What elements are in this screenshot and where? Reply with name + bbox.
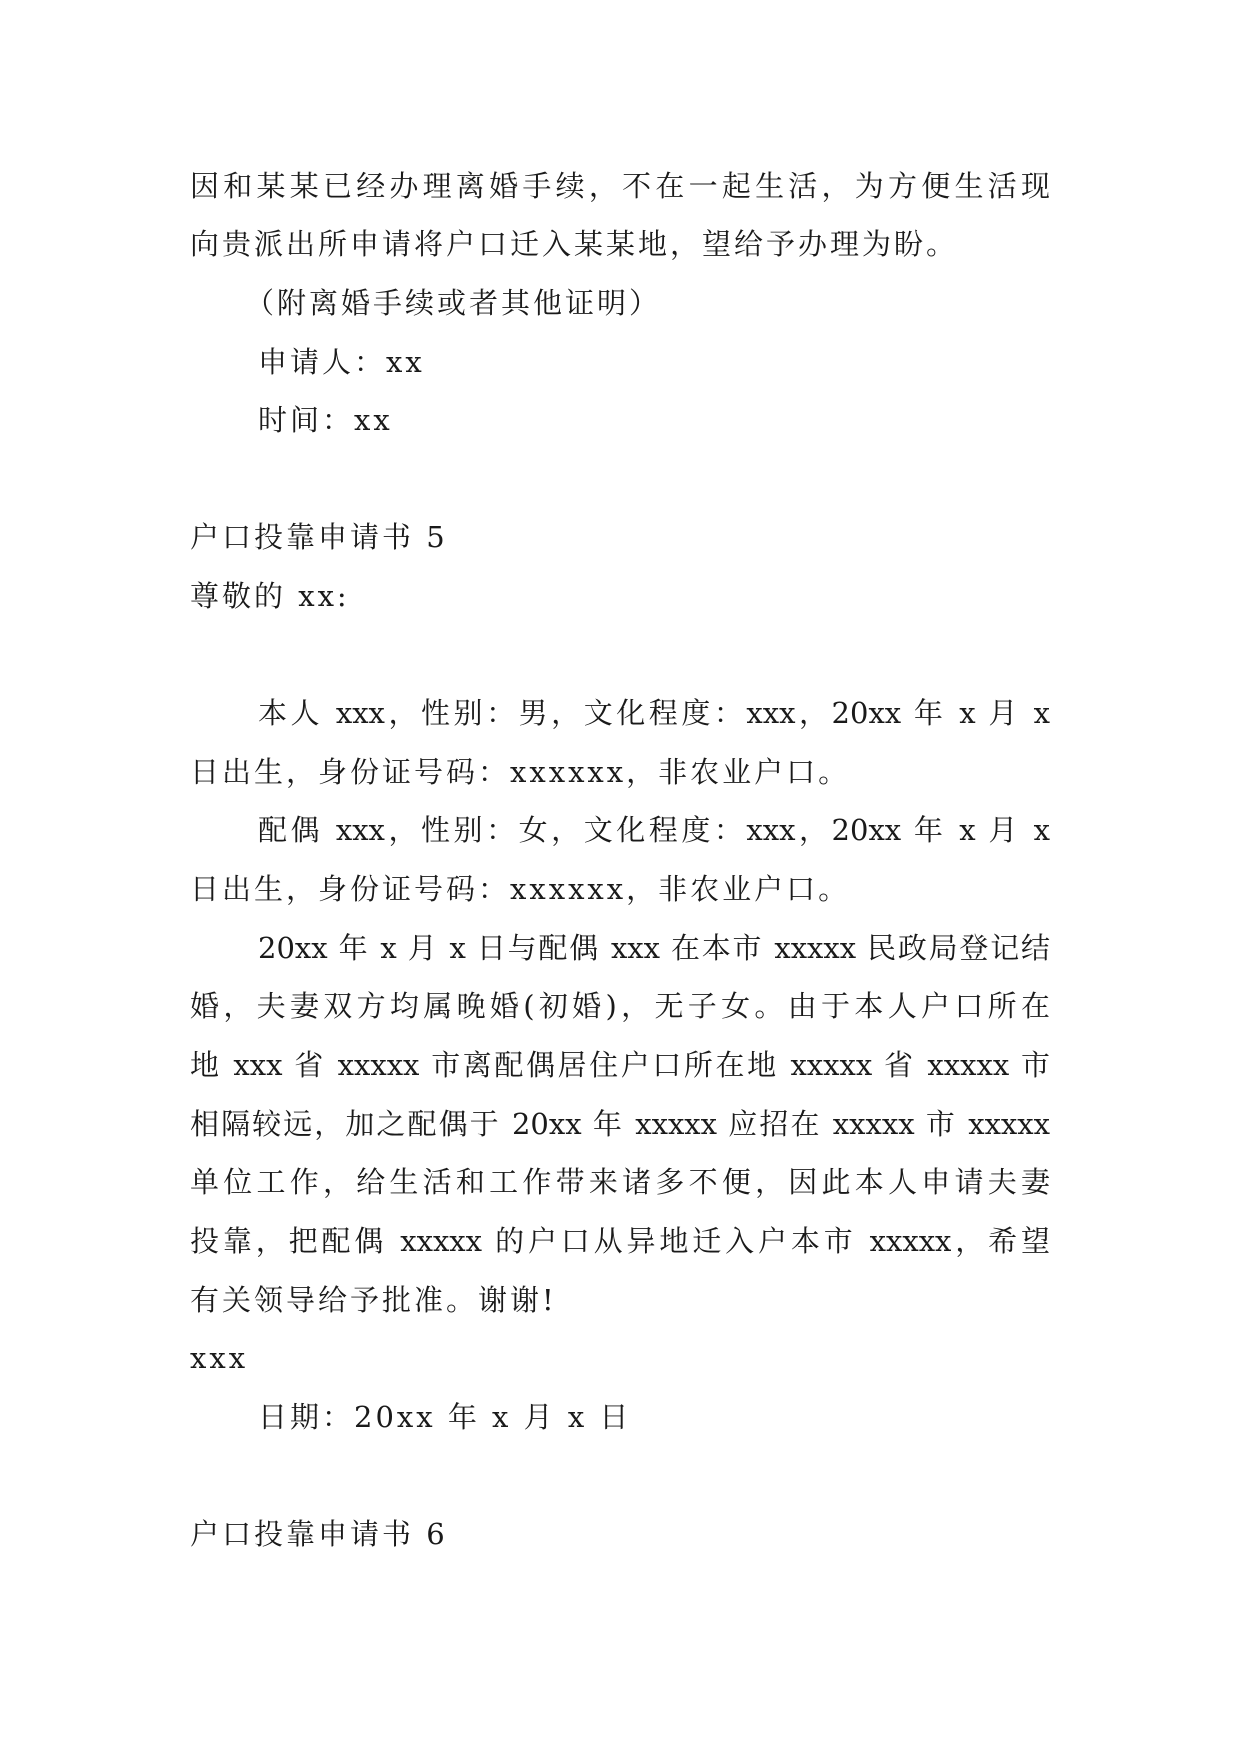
paragraph-line: 地 xxx 省 xxxxx 市离配偶居住户口所在地 xxxxx 省 xxxxx 市 (190, 1048, 1050, 1082)
paragraph-line: 投靠，把配偶 xxxxx 的户口从异地迁入户本市 xxxxx，希望 (190, 1224, 1050, 1258)
applicant-line: 申请人：xx (258, 345, 425, 379)
paragraph-line: 单位工作，给生活和工作带来诸多不便，因此本人申请夫妻 (190, 1165, 1050, 1199)
paragraph-line: 向贵派出所申请将户口迁入某某地，望给予办理为盼。 (190, 227, 959, 261)
date-line: 日期：20xx 年 x 月 x 日 (258, 1400, 632, 1434)
paragraph-line: 相隔较远，加之配偶于 20xx 年 xxxxx 应招在 xxxxx 市 xxxxx (190, 1107, 1050, 1141)
signature-name: xxx (190, 1341, 249, 1375)
paragraph-line: 配偶 xxx，性别：女，文化程度：xxx，20xx 年 x 月 x (258, 813, 1050, 847)
paragraph-line: 日出生，身份证号码：xxxxxx，非农业户口。 (190, 872, 851, 906)
time-line: 时间：xx (258, 403, 393, 437)
attachment-note: （附离婚手续或者其他证明） (245, 286, 662, 320)
salutation: 尊敬的 xx: (190, 579, 350, 613)
paragraph-line: 20xx 年 x 月 x 日与配偶 xxx 在本市 xxxxx 民政局登记结 (258, 931, 1050, 965)
section-heading: 户口投靠申请书 6 (190, 1517, 448, 1551)
paragraph-line: 因和某某已经办理离婚手续，不在一起生活，为方便生活现 (190, 169, 1050, 203)
paragraph-line: 婚，夫妻双方均属晚婚(初婚)，无子女。由于本人户口所在 (190, 989, 1050, 1023)
paragraph-line: 本人 xxx，性别：男，文化程度：xxx，20xx 年 x 月 x (258, 696, 1050, 730)
section-heading: 户口投靠申请书 5 (190, 520, 448, 554)
paragraph-line: 日出生，身份证号码：xxxxxx，非农业户口。 (190, 755, 851, 789)
paragraph-line: 有关领导给予批准。谢谢! (190, 1283, 557, 1317)
